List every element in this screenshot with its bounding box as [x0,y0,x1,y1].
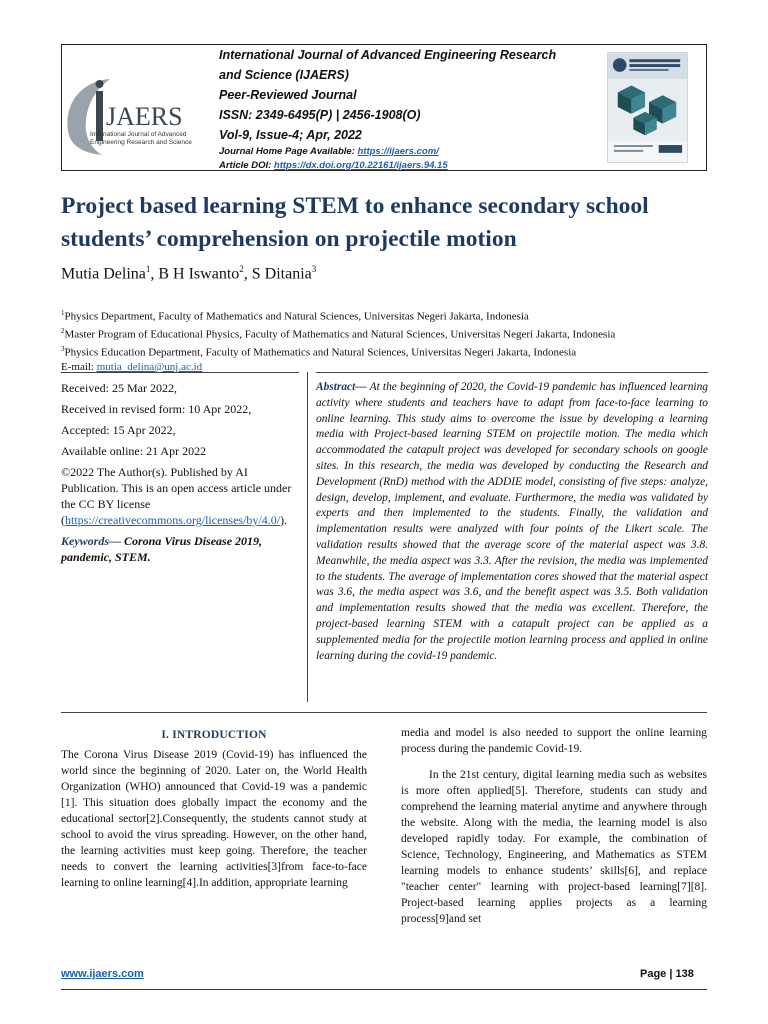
ijaers-logo [62,75,202,160]
footer-site-link[interactable]: www.ijaers.com [61,968,144,980]
body-column-left [61,727,367,891]
intro-paragraph-1: The Corona Virus Disease 2019 (Covid-19) has influenced the world since the beginning of 2020. Later on, the World Health Organization (WHO) announced that Covid-19 was a pandemic [1]. This situation does globally impact the economy and the educational sector[2].Consequently, the students cannot study at school to avoid the virus spreading. However, on the other hand, the learning activities must keep going. Therefore, the teacher needs to convert the learning activities[3]from face-to-face learning to online learning[4].In addition, appropriate learning [61,749,367,889]
volume: Vol-9, Issue-4; Apr, 2022 [219,128,362,142]
affiliation-sup: 3 [61,344,65,353]
journal-info [219,45,599,173]
divider [61,372,299,373]
author-sup: 3 [311,264,317,274]
affiliation-text: Physics Department, Faculty of Mathematics and Natural Sciences, Universitas Negeri Jakarta, Indonesia [64,310,529,323]
author-name: B H Iswanto [158,265,240,283]
intro-paragraph-2: In the 21st century, digital learning media such as websites is more often applied[5]. Therefore, students can study and comprehend the learning material anytime and anywhere through the website. Along with the media, the learning model is also developed rapidly today. For example, the combination of Science, Technology, Engineering, and Mathematics as STEM learning models to enhance students’ skills[6], and replace "teacher center" learning with project-based learning[7][8]. Project-based learning applies projects as a learning process[9]and set [401,769,707,925]
author-sup: 1 [145,264,151,274]
homepage-row [219,145,599,159]
abstract-text: At the beginning of 2020, the Covid-19 pandemic has influenced learning activity where students and teachers have to adapt from face-to-face learning to online learning. This study aims to overcome the issue by developing a learning media with Project-based learning STEM on projectile motion. The media which accommodated the catapult project was developed for secondary schools on google sites. In this research, the media was developed by conducting the Research and Development (RnD) method with the ADDIE model, consisting of five steps: analyze, design, develop, implement, and evaluate. Furthermore, the media was validated by experts and then implemented to the students. Finally, the validation and implementation results were analyzed with four points of the Likert scale. The validation results showed that the average score of the material aspect was 3.8. Meanwhile, the media aspect was 3.3. After the revision, the media was implemented to the students. The average of implementation cores showed that the material aspect was 3.6, the media aspect was 3.6, and the benefit aspect was 3.5. Both validation and implementation results showed that the media was excellent. Therefore, the project-based learning STEM with a catapult project can be applied as a supplemented media for the projectile motion learning process and applied in online learning during the covid-19 pandemic. [316,381,708,662]
divider [61,712,707,713]
divider [316,372,708,373]
author-name: Mutia Delina [61,265,146,283]
doi-label: Article DOI: [219,160,274,171]
peer-reviewed: Peer-Reviewed Journal [219,88,357,102]
abstract [316,380,708,664]
email-link[interactable]: mutia_delina@unj.ac.id [96,360,203,373]
keywords-text: Corona Virus Disease 2019, pandemic, STEM. [61,534,263,564]
page-number: Page | 138 [640,968,694,980]
issn: ISSN: 2349-6495(P) | 2456-1908(O) [219,108,421,122]
journal-name-line2: and Science (IJAERS) [219,68,349,82]
affiliations [61,306,721,374]
author-name: S Ditania [251,265,312,283]
homepage-label: Journal Home Page Available: [219,146,358,157]
logo-subtitle: International Journal of Advanced Engineering Research and Science [90,131,192,146]
accepted-date: Accepted: 15 Apr 2022, [61,423,176,437]
abstract-label: Abstract— [316,381,367,393]
affiliation-row [61,306,721,324]
license-link[interactable]: https://creativecommons.org/licenses/by/4.0/ [65,513,281,527]
author-list: Mutia Delina$^1$, B H Iswanto$^2$, S Ditania$^3$ [61,264,317,283]
author-sup: 2 [239,264,244,274]
divider [307,372,308,702]
email-label: E-mail: [61,360,97,373]
footer-divider [61,989,707,990]
body-column-right [401,725,707,927]
online-date: Available online: 21 Apr 2022 [61,444,207,458]
journal-header [61,44,707,171]
intro-paragraph-1-continued: media and model is also needed to support the online learning process during the pandemic Covid-19. [401,727,707,755]
keywords-label: Keywords— [61,534,121,548]
homepage-link[interactable]: https://ijaers.com/ [357,146,439,157]
section-heading-introduction: I. INTRODUCTION [161,729,267,741]
affiliation-sup: 1 [61,309,65,317]
article-history [61,380,301,570]
affiliation-text: Master Program of Educational Physics, Faculty of Mathematics and Natural Sciences, Universitas Negeri Jakarta, Indonesia [64,328,616,341]
revised-date: Received in revised form: 10 Apr 2022, [61,402,252,416]
license-text: ©2022 The Author(s). Published by AI Publication. This is an open access article under the CC BY license [61,465,292,511]
logo-letters: JAERS [106,102,183,131]
received-date: Received: 25 Mar 2022, [61,381,177,395]
keywords-block [61,533,301,565]
affiliation-row [61,324,721,342]
affiliation-text: Physics Education Department, Faculty of Mathematics and Natural Sciences, Universitas Negeri Jakarta, Indonesia [64,346,577,359]
journal-cover-image [607,52,688,163]
journal-name-line1: International Journal of Advanced Engineering Research [219,48,557,62]
doi-link[interactable]: https://dx.doi.org/10.22161/ijaers.94.15 [273,160,448,171]
affiliation-row [61,342,721,360]
paper-title: Project based learning STEM to enhance secondary school students’ comprehension on projectile motion [61,193,649,252]
license-block: ©2022 The Author(s). Published by AI Publication. This is an open access article under the CC BY license (https://creativecommons.org/licenses/by/4.0/). [61,465,292,527]
doi-row [219,159,599,173]
affiliation-sup: 2 [61,326,65,335]
